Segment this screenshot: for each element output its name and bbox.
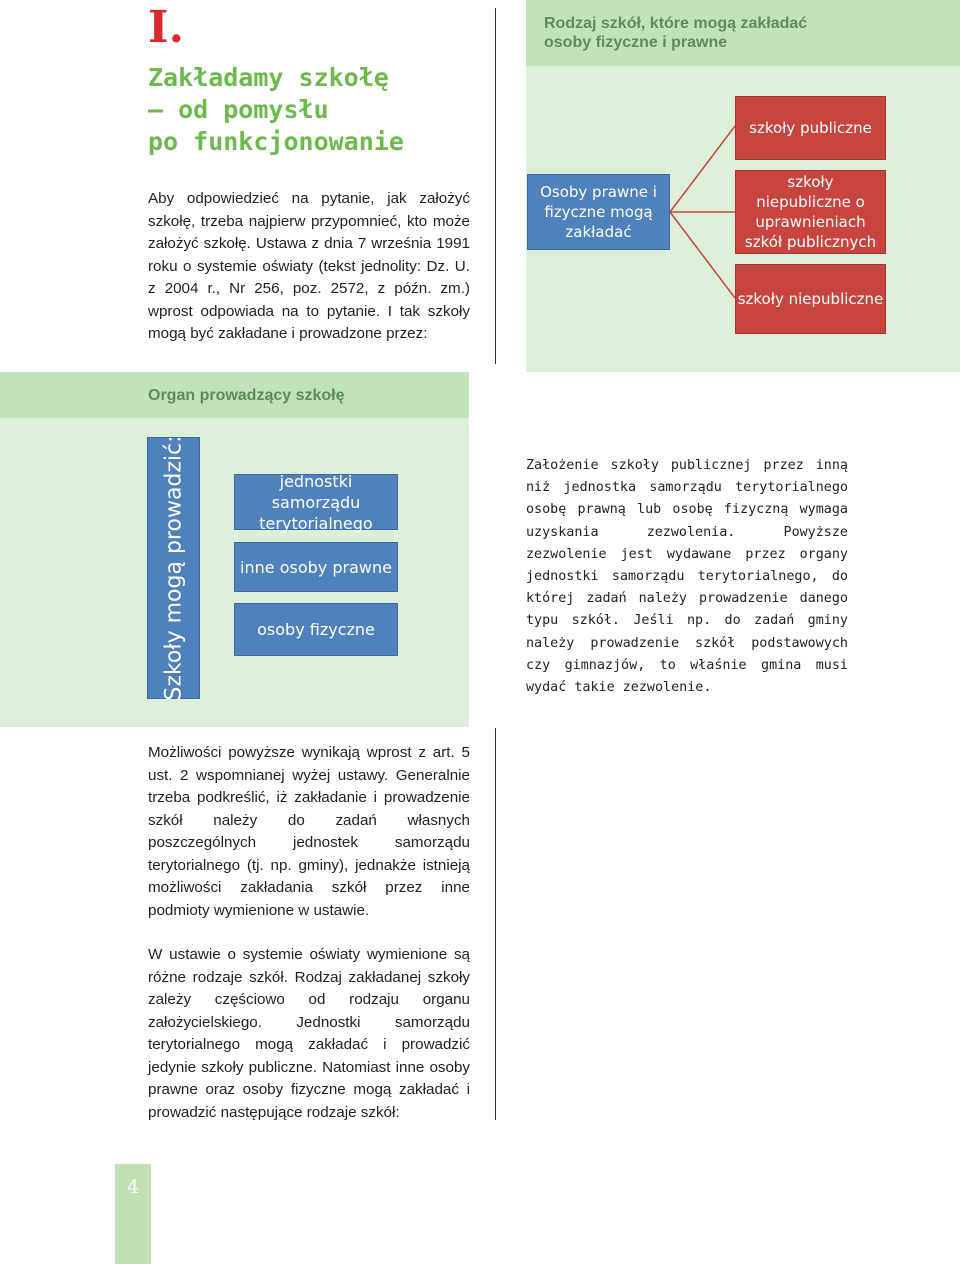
organ-item-local-government: jednostki samorządu terytorialnego	[234, 474, 398, 530]
schools-may-run-box	[147, 437, 200, 699]
chapter-title-line: Zakładamy szkołę	[148, 63, 389, 92]
chapter-title-line: po funkcjonowanie	[148, 127, 404, 156]
column-divider	[495, 728, 496, 1120]
non-public-schools-box: szkoły niepubliczne	[735, 264, 886, 334]
permit-paragraph: Założenie szkoły publicznej przez inną niż jednostka samorządu terytorialnego osobę prawną lub osobę fizyczną wymaga uzyskania zezwolenia. Powyższe zezwolenie jest wydawane przez organy jednostki samorządu terytorialnego, do której zadań należy prowadzenie danego typu szkół. Jeśli np. do zadań gminy należy prowadzenie szkół podstawowych czy gimnazjów, to właśnie gmina musi wydać takie zezwolenie.	[526, 458, 848, 696]
organ-item-natural-persons: osoby fizyczne	[234, 603, 398, 656]
chapter-title-line: – od pomysłu	[148, 95, 329, 124]
organ-item-legal-persons: inne osoby prawne	[234, 542, 398, 592]
school-types-heading-line: osoby fizyczne i prawne	[544, 34, 728, 51]
non-public-with-rights-box: szkoły niepubliczne o uprawnieniach szkół publicznych	[735, 170, 886, 254]
intro-paragraph: Aby odpowiedzieć na pytanie, jak założyć szkołę, trzeba najpierw przypomnieć, kto może założyć szkołę. Ustawa z dnia 7 września 1991 roku o systemie oświaty (tekst jednolity: Dz. U. z 2004 r., Nr 256, poz. 2572, z późn. zm.) wprost odpowiada na to pytanie. I tak szkoły mogą być zakładane i prowadzone przez:	[148, 190, 470, 342]
chapter-title	[148, 62, 468, 158]
governing-body-heading: Organ prowadzący szkołę	[0, 372, 469, 418]
schools-may-run-label: Szkoły mogą prowadzić:	[161, 435, 186, 701]
school-types-heading-line: Rodzaj szkół, które mogą zakładać	[544, 15, 808, 32]
legal-basis-paragraph: Możliwości powyższe wynikają wprost z art. 5 ust. 2 wspomnianej wyżej ustawy. Generalnie trzeba podkreślić, iż zakładanie i prowadzenie szkół należy do zadań własnych poszczególnych jednostek samorządu terytorialnego (tj. np. gminy), jednakże istnieją możliwości zakładania szkół przez inne podmioty wymienione w ustawie.	[148, 744, 470, 919]
page-number-tab	[115, 1164, 151, 1264]
chapter-number: I.	[148, 2, 184, 53]
public-schools-box: szkoły publiczne	[735, 96, 886, 160]
school-types-heading	[526, 0, 960, 66]
column-divider	[495, 8, 496, 364]
school-types-paragraph: W ustawie o systemie oświaty wymienione są różne rodzaje szkół. Rodzaj zakładanej szkoły zależy częściowo od rodzaju organu założycielskiego. Jednostki samorządu terytorialnego mogą zakładać i prowadzić jedynie szkoły publiczne. Natomiast inne osoby prawne oraz osoby fizyczne mogą zakładać i prowadzić następujące rodzaje szkół:	[148, 946, 470, 1121]
page-number: 4	[126, 1176, 140, 1198]
founders-box: Osoby prawne i fizyczne mogą zakładać	[527, 174, 670, 250]
